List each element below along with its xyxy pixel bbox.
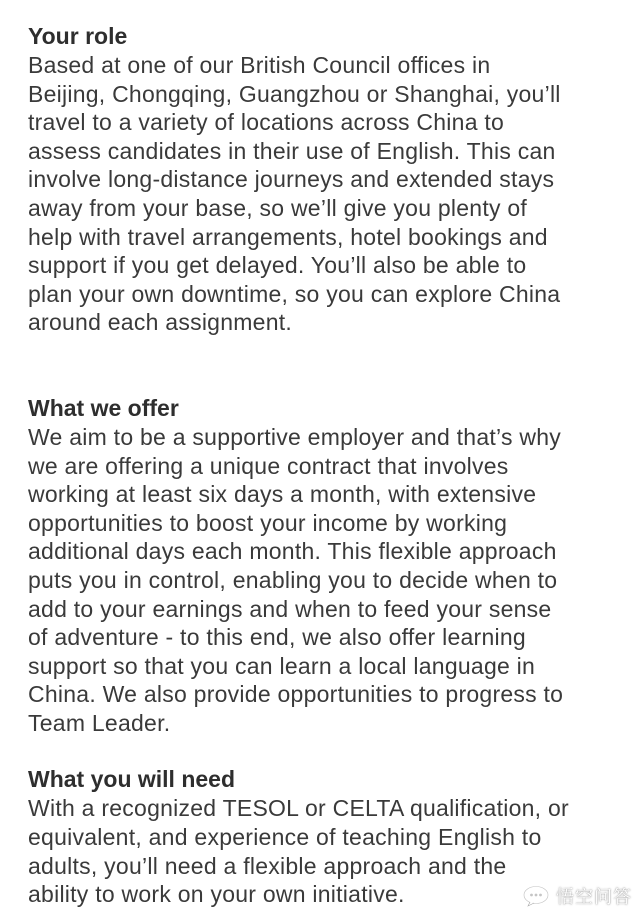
text-line: travel to a variety of locations across China to	[28, 109, 505, 136]
paragraph	[28, 423, 628, 738]
watermark	[522, 883, 632, 909]
text-line: away from your base, so we’ll give you plenty of	[28, 194, 528, 221]
text-line: China. We also provide opportunities to progress to	[28, 681, 564, 708]
text-line: equivalent, and experience of teaching English to	[28, 824, 542, 851]
text-line: plan your own downtime, so you can explore China	[28, 280, 561, 307]
section-what-we-offer	[28, 394, 628, 738]
text-line: Beijing, Chongqing, Guangzhou or Shanghai, you’ll	[28, 80, 561, 107]
text-line: working at least six days a month, with extensive	[28, 481, 537, 508]
section-spacer	[28, 337, 628, 394]
text-line: support so that you can learn a local language in	[28, 652, 536, 679]
section-your-role	[28, 22, 628, 337]
text-line: help with travel arrangements, hotel bookings and	[28, 223, 548, 250]
text-line: support if you get delayed. You’ll also be able to	[28, 252, 527, 279]
text-line: puts you in control, enabling you to decide when to	[28, 566, 558, 593]
chat-bubble-logo-icon	[522, 885, 550, 907]
paragraph	[28, 51, 628, 337]
text-line: additional days each month. This flexible approach	[28, 538, 557, 565]
text-line: ability to work on your own initiative.	[28, 881, 405, 908]
section-heading: What you will need	[28, 766, 236, 793]
section-heading: Your role	[28, 23, 128, 49]
section-spacer	[28, 737, 628, 765]
document-page	[28, 22, 628, 909]
text-line: We aim to be a supportive employer and that’s why	[28, 423, 562, 450]
text-line: involve long-distance journeys and extended stays	[28, 166, 555, 193]
text-line: around each assignment.	[28, 309, 293, 336]
text-line: add to your earnings and when to feed your sense	[28, 595, 552, 622]
text-line: Based at one of our British Council offices in	[28, 52, 491, 78]
watermark-text: 悟空问答	[556, 887, 632, 908]
text-line: Team Leader.	[28, 709, 171, 736]
text-line: assess candidates in their use of English. This can	[28, 137, 556, 164]
text-line: With a recognized TESOL or CELTA qualification, or	[28, 795, 569, 822]
section-heading: What we offer	[28, 394, 179, 421]
text-line: adults, you’ll need a flexible approach and the	[28, 852, 507, 879]
text-line: of adventure - to this end, we also offer learning	[28, 624, 526, 651]
text-line: we are offering a unique contract that involves	[28, 452, 509, 479]
text-line: opportunities to boost your income by working	[28, 509, 508, 536]
